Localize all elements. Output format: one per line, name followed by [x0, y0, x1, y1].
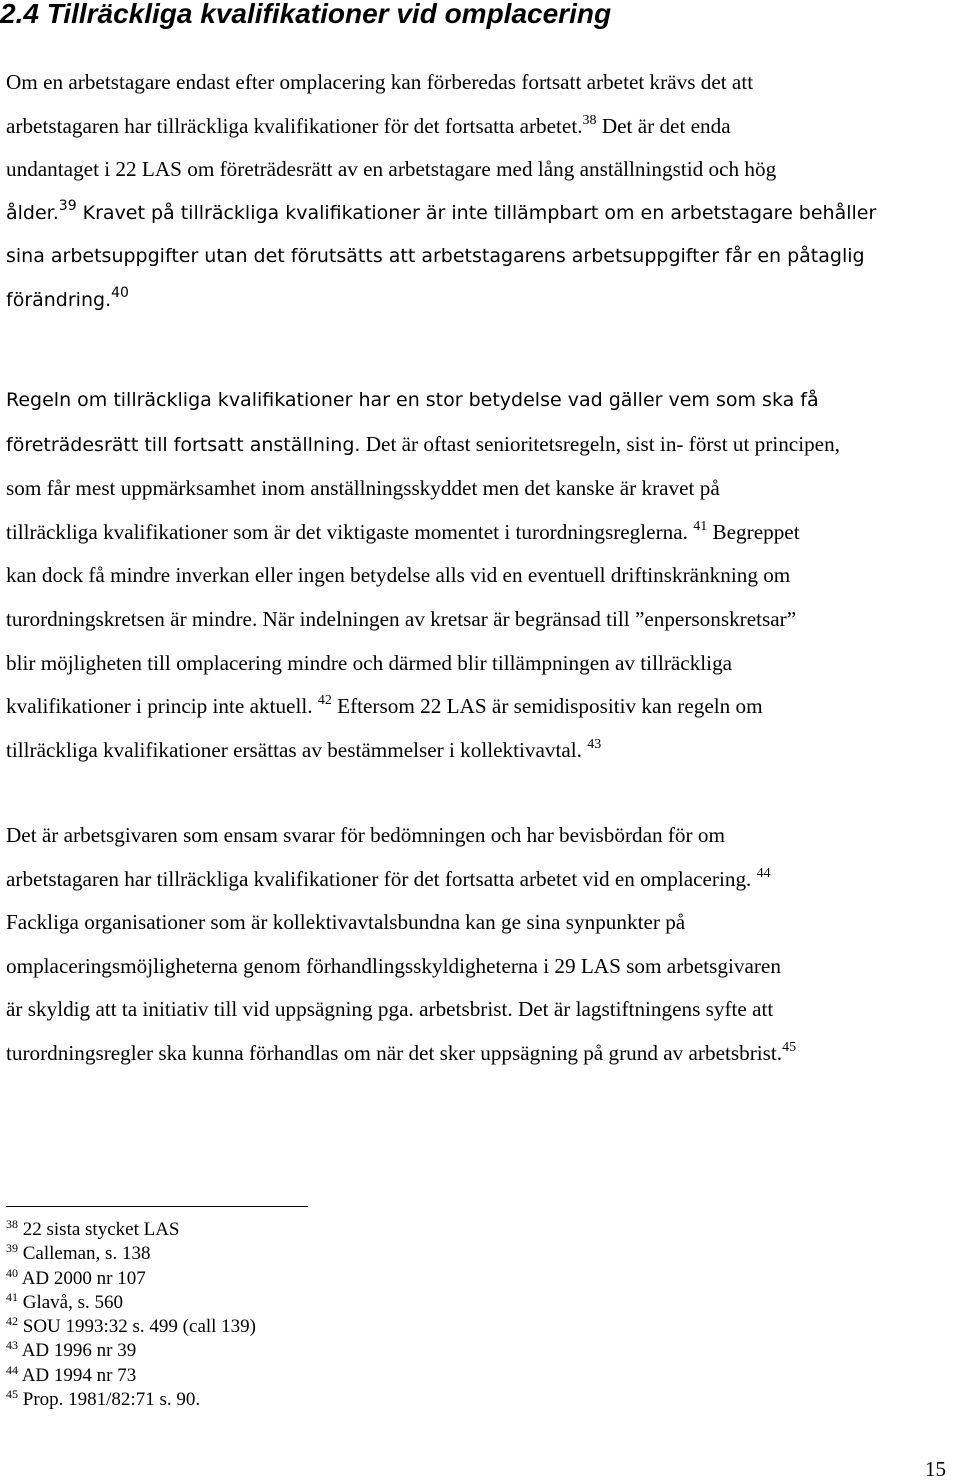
footnote-ref[interactable]: 39: [58, 197, 77, 214]
page-number: 15: [925, 1457, 946, 1481]
footnote-ref[interactable]: 42: [317, 693, 332, 709]
text-line: arbetstagaren har tillräckliga kvalifikationer för det fortsatta arbetet.$^{38}$ Det är det enda: [6, 112, 731, 138]
footnote-item: [6, 1315, 256, 1339]
text-line: turordningskretsen är mindre. När indelningen av kretsar är begränsad till ”enpersonskretsar”: [6, 606, 797, 631]
footnote-item: [6, 1388, 256, 1412]
text-line: Regeln om tillräckliga kvalifikationer har en stor betydelse vad gäller vem som ska få: [6, 389, 819, 411]
text-line: turordningsregler ska kunna förhandlas om när det sker uppsägning på grund av arbetsbrist.$^{45}$: [6, 1039, 797, 1065]
footnote-ref[interactable]: 43: [587, 736, 602, 752]
text-line: tillräckliga kvalifikationer ersättas av bestämmelser i kollektivavtal. $^{43}$: [6, 736, 602, 762]
text-line: arbetstagaren har tillräckliga kvalifikationer för det fortsatta arbetet vid en omplacering. $^{44}$: [6, 865, 771, 891]
footnote-number: 39: [6, 1241, 18, 1256]
text-line: blir möjligheten till omplacering mindre och därmed blir tillämpningen av tillräckliga: [6, 650, 733, 675]
text-line: företrädesrätt till fortsatt anställning. Det är oftast senioritetsregeln, sist in- först ut principen,: [6, 431, 840, 456]
text-line: ålder.$^{39}$ Kravet på tillräckliga kvalifikationer är inte tillämpbart om en arbetstagare behåller: [6, 197, 877, 224]
footnote-text: AD 2000 nr 107: [21, 1267, 146, 1289]
footnote-text: AD 1996 nr 39: [21, 1340, 137, 1362]
text-line: Fackliga organisationer som är kollektivavtalsbundna kan ge sina synpunkter på: [6, 910, 686, 935]
paragraph-2: [6, 379, 956, 772]
footnote-text: 22 sista stycket LAS: [22, 1219, 180, 1240]
text-line: som får mest uppmärksamhet inom anställningsskyddet men det kanske är kravet på: [6, 476, 720, 501]
footnote-number: 40: [6, 1265, 18, 1280]
footnote-number: 45: [6, 1387, 18, 1402]
footnote-item: [6, 1291, 256, 1315]
footnote-ref[interactable]: 38: [582, 112, 597, 128]
footnote-list: [6, 1218, 256, 1412]
text-line: kvalifikationer i princip inte aktuell. $^{42}$ Eftersom 22 LAS är semidispositiv kan regeln om: [6, 693, 763, 719]
footnote-number: 38: [6, 1217, 18, 1231]
footnote-text: Calleman, s. 138: [22, 1243, 151, 1265]
footnote-ref[interactable]: 44: [756, 865, 771, 881]
footnote-ref[interactable]: 45: [782, 1039, 797, 1055]
text-line: sina arbetsuppgifter utan det förutsätts att arbetstagarens arbetsuppgifter får en påtaglig: [6, 245, 865, 268]
footnote-text: SOU 1993:32 s. 499 (call 139): [22, 1316, 257, 1338]
footnote-number: 42: [6, 1314, 18, 1329]
footnote-text: Prop. 1981/82:71 s. 90.: [22, 1389, 201, 1411]
text-line: förändring.$^{40}$: [6, 284, 129, 311]
text-line: tillräckliga kvalifikationer som är det viktigaste momentet i turordningsreglerna. $^{41}$ Begreppet: [6, 518, 800, 544]
footnote-ref[interactable]: 40: [111, 284, 129, 301]
footnote-ref[interactable]: 41: [693, 518, 708, 534]
footnote-number: 43: [6, 1338, 18, 1353]
text-line: Det är arbetsgivaren som ensam svarar för bedömningen och har bevisbördan för om: [6, 823, 725, 847]
section-heading: 2.4 Tillräckliga kvalifikationer vid omplacering: [0, 0, 612, 29]
footnote-text: AD 1994 nr 73: [21, 1364, 137, 1386]
footnote-item: [6, 1242, 256, 1266]
text-line: undantaget i 22 LAS om företrädesrätt av en arbetstagare med lång anställningstid och hög: [6, 157, 777, 182]
footnote-number: 41: [6, 1289, 18, 1304]
paragraph-1: [6, 61, 956, 323]
footnote-item: [6, 1339, 256, 1363]
text-line: omplaceringsmöjligheterna genom förhandlingsskyldigheterna i 29 LAS som arbetsgivaren: [6, 953, 781, 978]
footnote-item: [6, 1364, 256, 1388]
footnote-number: 44: [6, 1362, 18, 1377]
paragraph-3: [6, 814, 956, 1076]
footnote-item: [6, 1218, 256, 1242]
text-line: Om en arbetstagare endast efter omplacering kan förberedas fortsatt arbetet krävs det att: [6, 70, 754, 94]
footnote-item: [6, 1267, 256, 1291]
footnote-separator: [6, 1206, 308, 1207]
text-line: kan dock få mindre inverkan eller ingen betydelse alls vid en eventuell driftinskränkning om: [6, 563, 791, 588]
text-line: är skyldig att ta initiativ till vid uppsägning pga. arbetsbrist. Det är lagstiftningens syfte att: [6, 997, 774, 1022]
footnote-text: Glavå, s. 560: [22, 1291, 124, 1313]
